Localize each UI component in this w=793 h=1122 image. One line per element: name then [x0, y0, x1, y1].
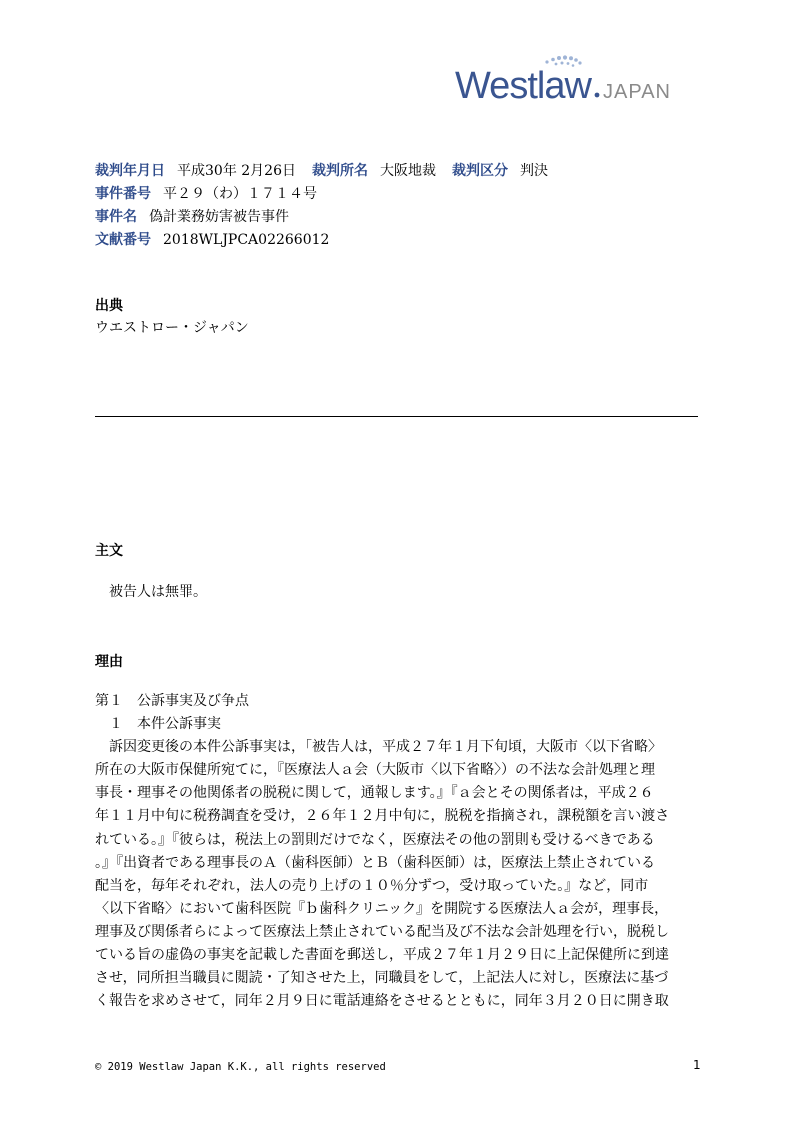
document-number-label: 文献番号	[95, 232, 151, 248]
main-text-heading: 主文	[95, 543, 123, 559]
case-name-label: 事件名	[95, 209, 137, 225]
meta-row-3	[95, 206, 548, 229]
case-name-value: 偽計業務妨害被告事件	[149, 209, 289, 225]
reason-body	[95, 690, 698, 1013]
court-value: 大阪地裁	[380, 163, 436, 179]
decision-type-value: 判決	[520, 163, 548, 179]
reason-line: させ，同所担当職員に閲読・了知させた上，同職員をして，上記法人に対し，医療法に基づ	[95, 970, 669, 987]
reason-line: 〈以下省略〉において歯科医院『ｂ歯科クリニック』を開院する医療法人ａ会が，理事長，	[95, 900, 669, 917]
reason-line: 配当を，毎年それぞれ，法人の売り上げの１０％分ずつ，受け取っていた。』など，同市	[95, 877, 649, 894]
section-divider	[95, 416, 698, 417]
copyright-footer: © 2019 Westlaw Japan K.K., all rights reserved	[95, 1061, 386, 1073]
logo-suffix-text: JAPAN	[603, 81, 671, 103]
date-label: 裁判年月日	[95, 163, 165, 179]
date-value: 平成30年 2月26日	[177, 163, 296, 179]
reason-heading: 理由	[95, 654, 123, 670]
meta-row-2	[95, 183, 548, 206]
logo-brand-text: Westlaw	[455, 65, 591, 106]
case-number-value: 平２９（わ）１７１４号	[163, 186, 317, 202]
reason-line: 年１１月中旬に税務調査を受け，２６年１２月中旬に，脱税を指摘され，課税額を言い渡さ	[95, 808, 670, 825]
decision-type-label: 裁判区分	[452, 163, 508, 179]
main-text-body: 被告人は無罪。	[109, 584, 207, 600]
court-label: 裁判所名	[312, 163, 368, 179]
reason-line: 理事及び関係者らによって医療法上禁止されている配当及び不法な会計処理を行い，脱税し	[95, 923, 669, 940]
reason-line: 事長・理事その他関係者の脱税に関して，通報します。』『ａ会とその関係者は，平成２６	[95, 785, 654, 802]
source-value: ウエストロー・ジャパン	[95, 320, 249, 336]
reason-line: ている旨の虚偽の事実を記載した書面を郵送し，平成２７年１月２９日に上記保健所に到達	[95, 947, 669, 964]
reason-line: 第１ 公訴事実及び争点	[95, 693, 249, 709]
meta-row-4	[95, 229, 548, 252]
reason-line: く報告を求めさせて，同年２月９日に電話連絡をさせるとともに，同年３月２０日に開き取	[95, 993, 669, 1010]
reason-line: 所在の大阪市保健所宛てに，『医療法人ａ会（大阪市〈以下省略〉）の不法な会計処理と理	[95, 762, 655, 779]
reason-line: １ 本件公訴事実	[95, 716, 221, 733]
meta-row-1	[95, 160, 548, 183]
source-heading: 出典	[95, 298, 123, 314]
reason-line: れている。』『彼らは，税法上の罰則だけでなく，医療法その他の罰則も受けるべきである	[95, 831, 655, 848]
document-number-value: 2018WLJPCA02266012	[163, 232, 330, 248]
page-number: 1	[693, 1058, 701, 1072]
case-metadata	[95, 160, 548, 252]
reason-line: 訴因変更後の本件公訴事実は，「被告人は，平成２７年１月下旬頃，大阪市〈以下省略〉	[95, 739, 662, 756]
reason-line: 。』『出資者である理事長のＡ（歯科医師）とＢ（歯科医師）は，医療法上禁止されている	[95, 854, 655, 871]
westlaw-japan-logo	[455, 54, 685, 106]
case-number-label: 事件番号	[95, 186, 151, 202]
